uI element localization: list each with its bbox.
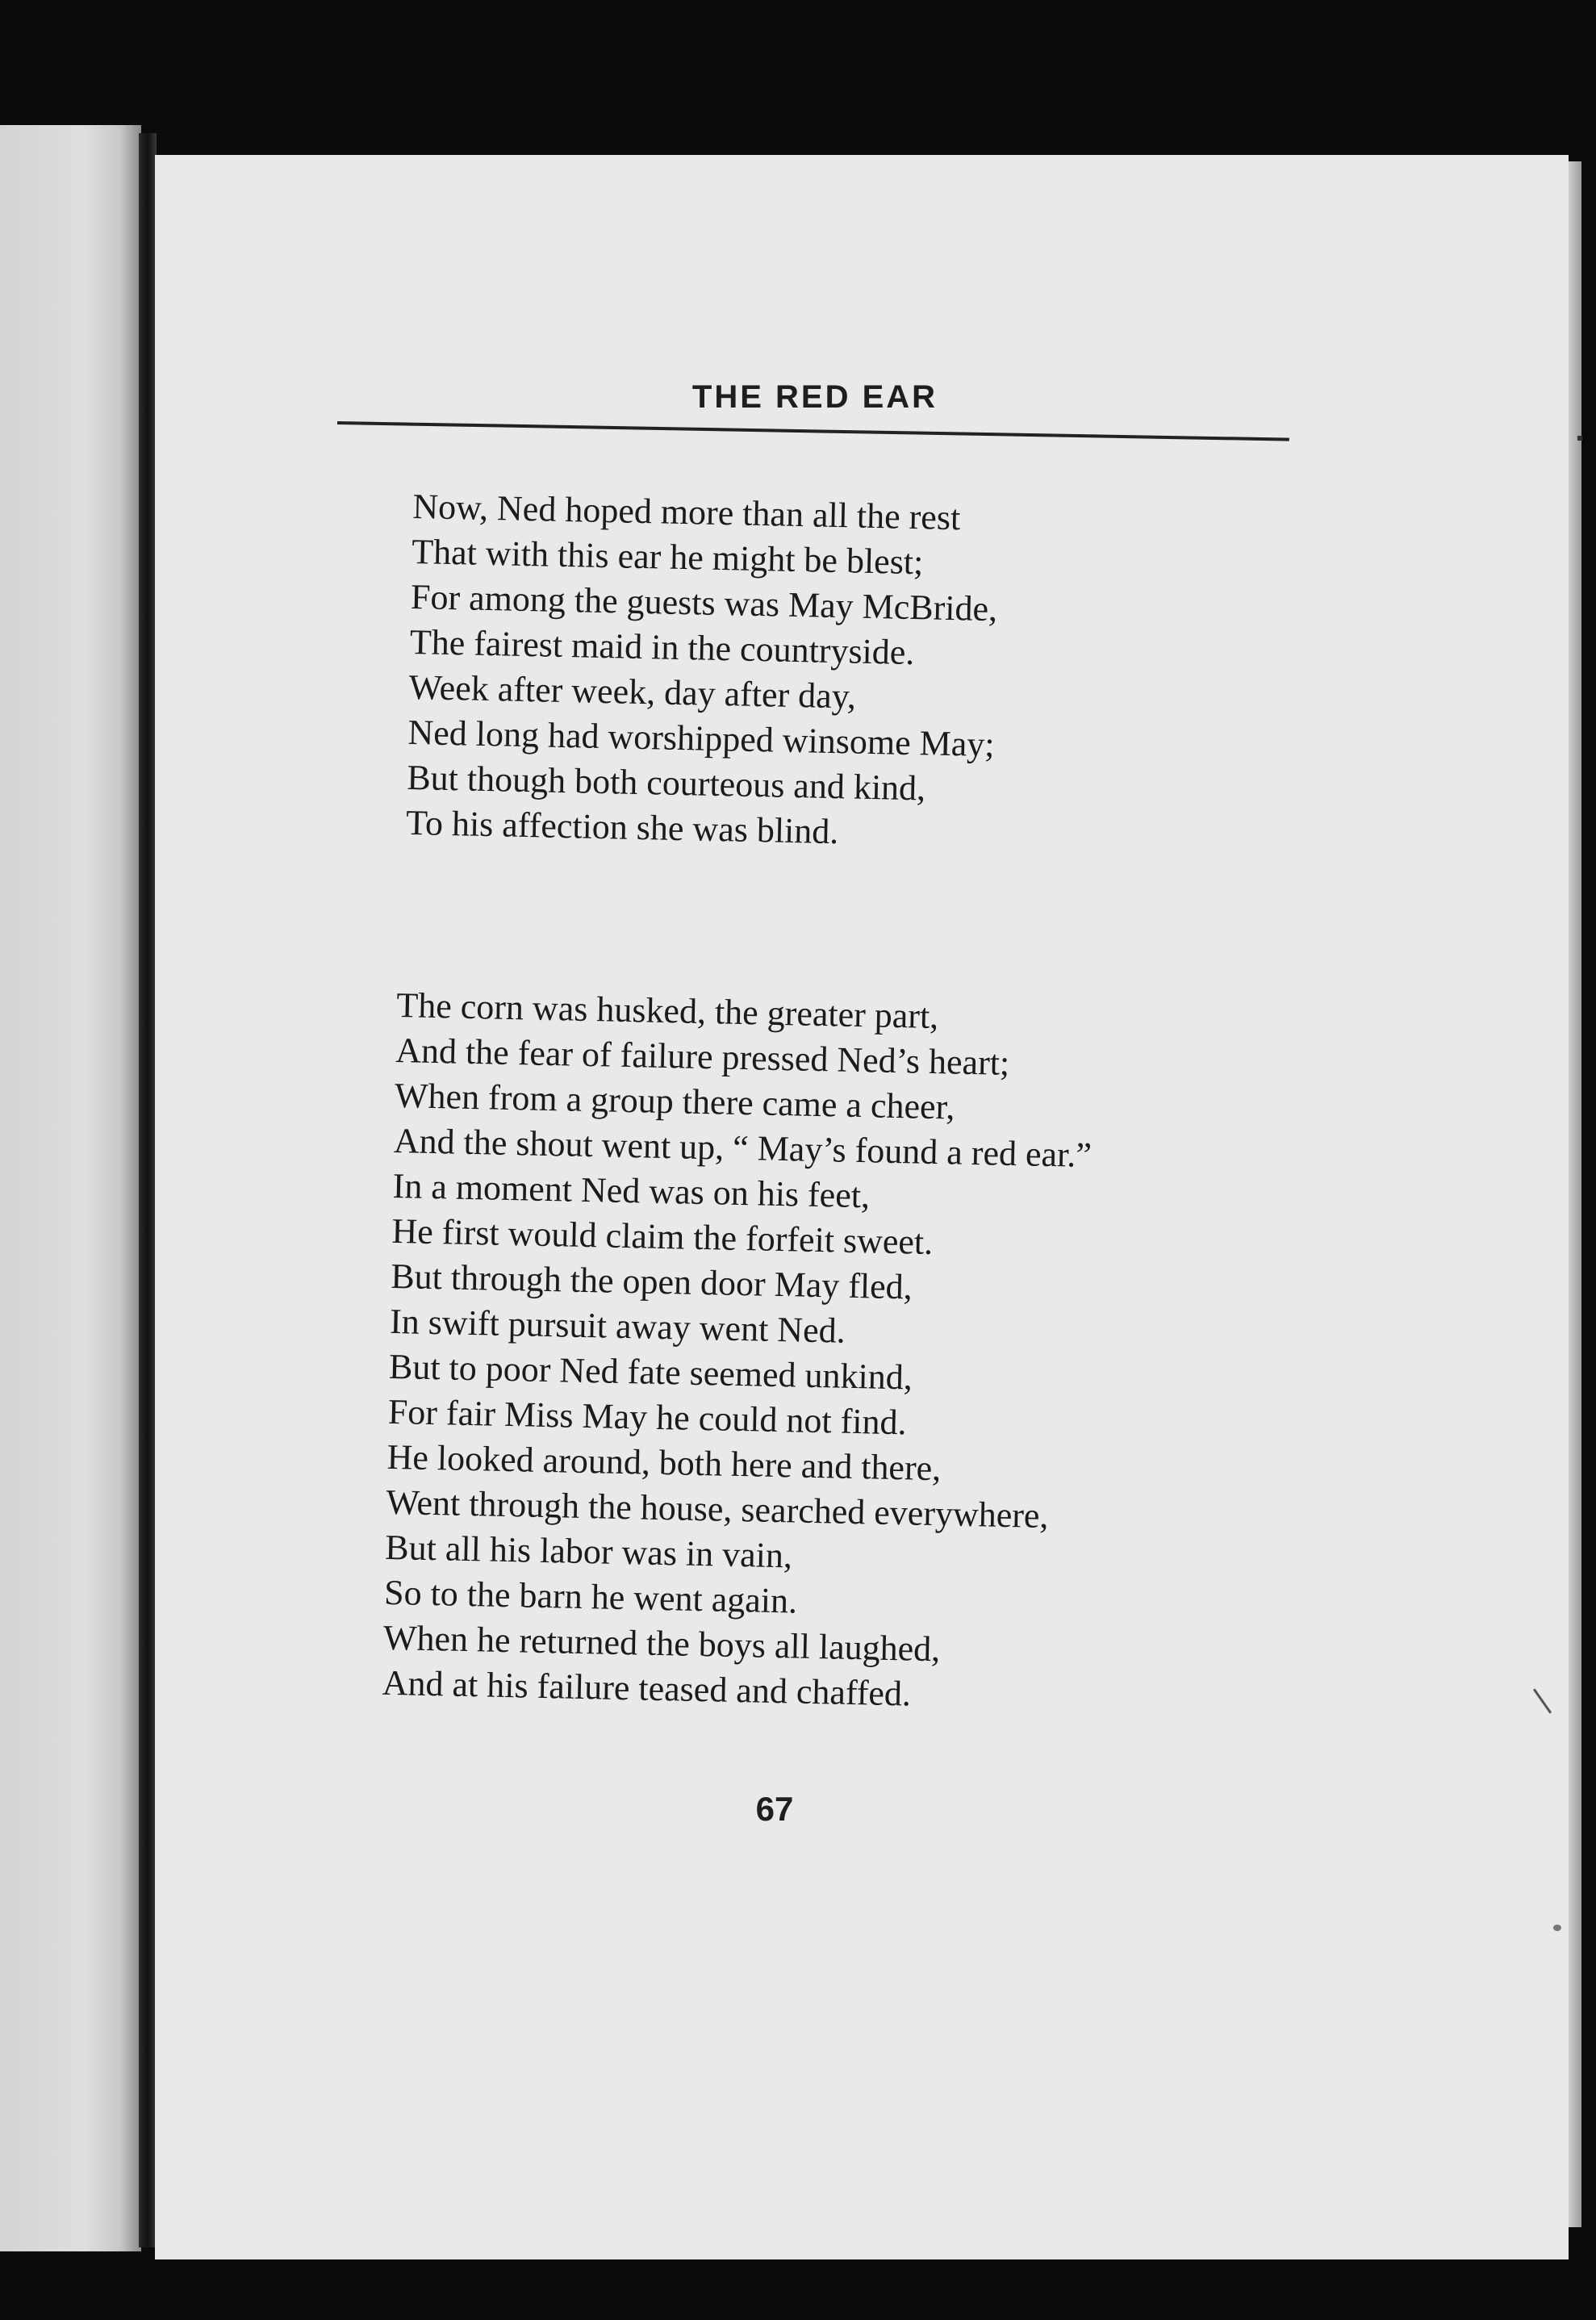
poem-line: In a moment Ned was on his feet, bbox=[392, 1165, 871, 1216]
poem-line: Ned long had worshipped winsome May; bbox=[407, 712, 996, 765]
book-gutter bbox=[139, 133, 157, 2247]
poem-line: That with this ear he might be blest; bbox=[411, 531, 924, 583]
poem-line: When he returned the boys all laughed, bbox=[382, 1617, 941, 1670]
poem-line: But though both courteous and kind, bbox=[406, 757, 926, 809]
stanza-1 bbox=[406, 484, 1462, 867]
poem-line: For fair Miss May he could not find. bbox=[387, 1391, 908, 1443]
page-number: 67 bbox=[755, 1790, 794, 1828]
poem-line: He looked around, both here and there, bbox=[386, 1436, 942, 1489]
poem-line: The corn was husked, the greater part, bbox=[395, 984, 939, 1037]
poem-line: So to the barn he went again. bbox=[383, 1572, 798, 1621]
running-head: THE RED EAR bbox=[691, 379, 938, 415]
poem-line: But all his labor was in vain, bbox=[384, 1527, 793, 1576]
poem-line: Now, Ned hoped more than all the rest bbox=[412, 486, 961, 538]
scan-speck bbox=[1577, 436, 1582, 441]
stanza-2 bbox=[382, 983, 1445, 1728]
poem-line: Went through the house, searched everywhere, bbox=[386, 1482, 1049, 1536]
poem-line: He first would claim the forfeit sweet. bbox=[391, 1210, 934, 1262]
poem-line: Week after week, day after day, bbox=[408, 667, 857, 717]
poem-line: When from a group there came a cheer, bbox=[394, 1075, 955, 1127]
scan-speck bbox=[1553, 1925, 1561, 1931]
poem-line: To his affection she was blind. bbox=[405, 802, 839, 852]
poem-line: For among the guests was May McBride, bbox=[410, 576, 998, 629]
left-page-edge bbox=[0, 125, 141, 2251]
poem-line: And the fear of failure pressed Ned’s heart; bbox=[395, 1030, 1010, 1083]
poem-line: In swift pursuit away went Ned. bbox=[389, 1301, 846, 1351]
poem-line: And the shout went up, “ May’s found a red ear.” bbox=[393, 1120, 1093, 1176]
poem-line: The fairest maid in the countryside. bbox=[409, 621, 915, 673]
poem-line: But through the open door May fled, bbox=[390, 1256, 913, 1307]
poem-line: But to poor Ned fate seemed unkind, bbox=[388, 1346, 913, 1398]
poem-line: And at his failure teased and chaffed. bbox=[382, 1662, 912, 1714]
page-edge-shadow bbox=[1569, 161, 1581, 2227]
